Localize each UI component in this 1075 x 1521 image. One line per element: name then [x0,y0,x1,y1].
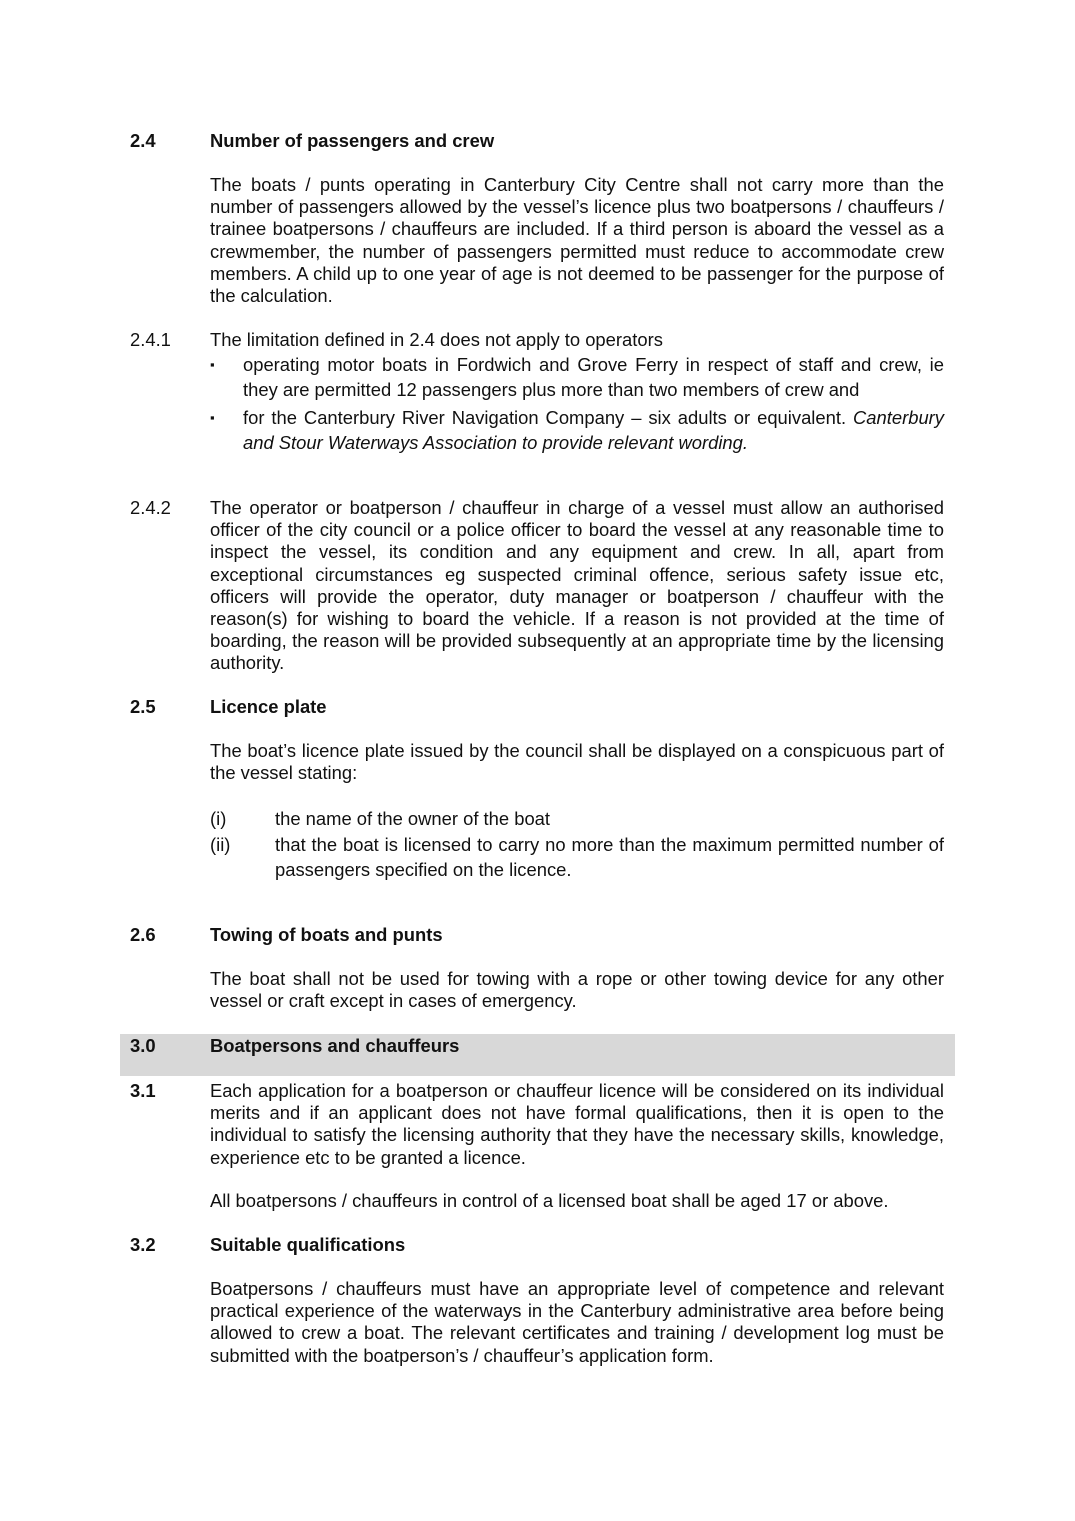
paragraph: Each application for a boatperson or chauffeur licence will be considered on its individual merits and if an applicant does not have formal qualifications, then it is open to the individual to satisfy the licensing authority that they have the necessary skills, knowledge, experience etc to be granted a licence. [210,1080,944,1168]
section-number: 2.5 [130,696,156,717]
section-2-4-2 [130,497,944,675]
list-text: the name of the owner of the boat [275,808,551,829]
section-3-1 [130,1080,944,1169]
list-label: (ii) [210,834,231,855]
bullet-text: for the Canterbury River Navigation Company – six adults or equivalent. [243,407,847,428]
paragraph: The operator or boatperson / chauffeur in charge of a vessel must allow an authorised officer of the city council or a police officer to board the vessel at any reasonable time to inspect the vessel, its condition and any equipment and crew. In all, apart from exceptional circumstances eg suspected criminal offence, serious safety issue etc, officers will provide the operator, duty manager or boatperson / chauffeur with the reason(s) for wishing to board the vehicle. If a reason is not provided at the time of boarding, the reason will be provided subsequently at an appropriate time by the licensing authority. [210,497,944,674]
paragraph: The limitation defined in 2.4 does not apply to operators [210,329,663,350]
bullet-icon: ▪ [210,357,215,372]
list-text: that the boat is licensed to carry no more than the maximum permitted number of passengers specified on the licence. [275,834,944,880]
section-2-4-body [130,174,944,307]
paragraph: The boat shall not be used for towing with a rope or other towing device for any other vessel or craft except in cases of emergency. [210,968,944,1012]
paragraph: The boat’s licence plate issued by the council shall be displayed on a conspicuous part of the vessel stating: [210,740,944,784]
section-3-0-heading [130,1035,944,1057]
list-item [210,806,944,831]
section-number: 3.0 [130,1035,156,1056]
section-2-4-heading [130,130,944,152]
section-title: Towing of boats and punts [210,924,443,945]
bullet-note: Canterbury and Stour Waterways Association to provide relevant wording. [243,407,944,453]
paragraph: All boatpersons / chauffeurs in control of a licensed boat shall be aged 17 or above. [210,1190,889,1211]
section-2-4-1-bullets [130,352,944,455]
bullet-text: operating motor boats in Fordwich and Grove Ferry in respect of staff and crew, ie they are permitted 12 passengers plus more than two members of crew and [243,354,944,400]
section-2-5-heading [130,696,944,718]
section-number: 2.4.1 [130,329,171,350]
section-number: 2.4 [130,130,156,151]
list-label: (i) [210,808,227,829]
section-title: Boatpersons and chauffeurs [210,1035,460,1056]
section-number: 2.6 [130,924,156,945]
paragraph: The boats / punts operating in Canterbury City Centre shall not carry more than the number of passengers allowed by the vessel’s licence plus two boatpersons / chauffeurs / trainee boatpersons / chauffeurs are included. If a third person is aboard the vessel as a crewmember, the number of passengers permitted must reduce to accommodate crew members. A child up to one year of age is not deemed to be passenger for the purpose of the calculation. [210,174,944,307]
section-title: Suitable qualifications [210,1234,406,1255]
section-title: Licence plate [210,696,327,717]
section-2-6-heading [130,924,944,946]
section-3-2-body [130,1278,944,1367]
bullet-item [210,405,944,455]
section-2-5-body [130,740,944,784]
section-title: Number of passengers and crew [210,130,495,151]
section-number: 3.1 [130,1080,156,1101]
paragraph: Boatpersons / chauffeurs must have an appropriate level of competence and relevant practical experience of the waterways in the Canterbury administrative area before being allowed to crew a boat. The relevant certificates and training / development log must be submitted with the boatperson’s / chauffeur’s application form. [210,1278,944,1366]
section-3-2-heading [130,1234,944,1256]
section-number: 2.4.2 [130,497,171,518]
section-number: 3.2 [130,1234,156,1255]
section-2-4-1 [130,329,944,351]
section-2-5-list [130,806,944,882]
list-item [210,832,944,882]
bullet-item [210,352,944,402]
section-3-1-note [130,1190,944,1212]
bullet-icon: ▪ [210,410,215,425]
section-2-6-body [130,968,944,1012]
